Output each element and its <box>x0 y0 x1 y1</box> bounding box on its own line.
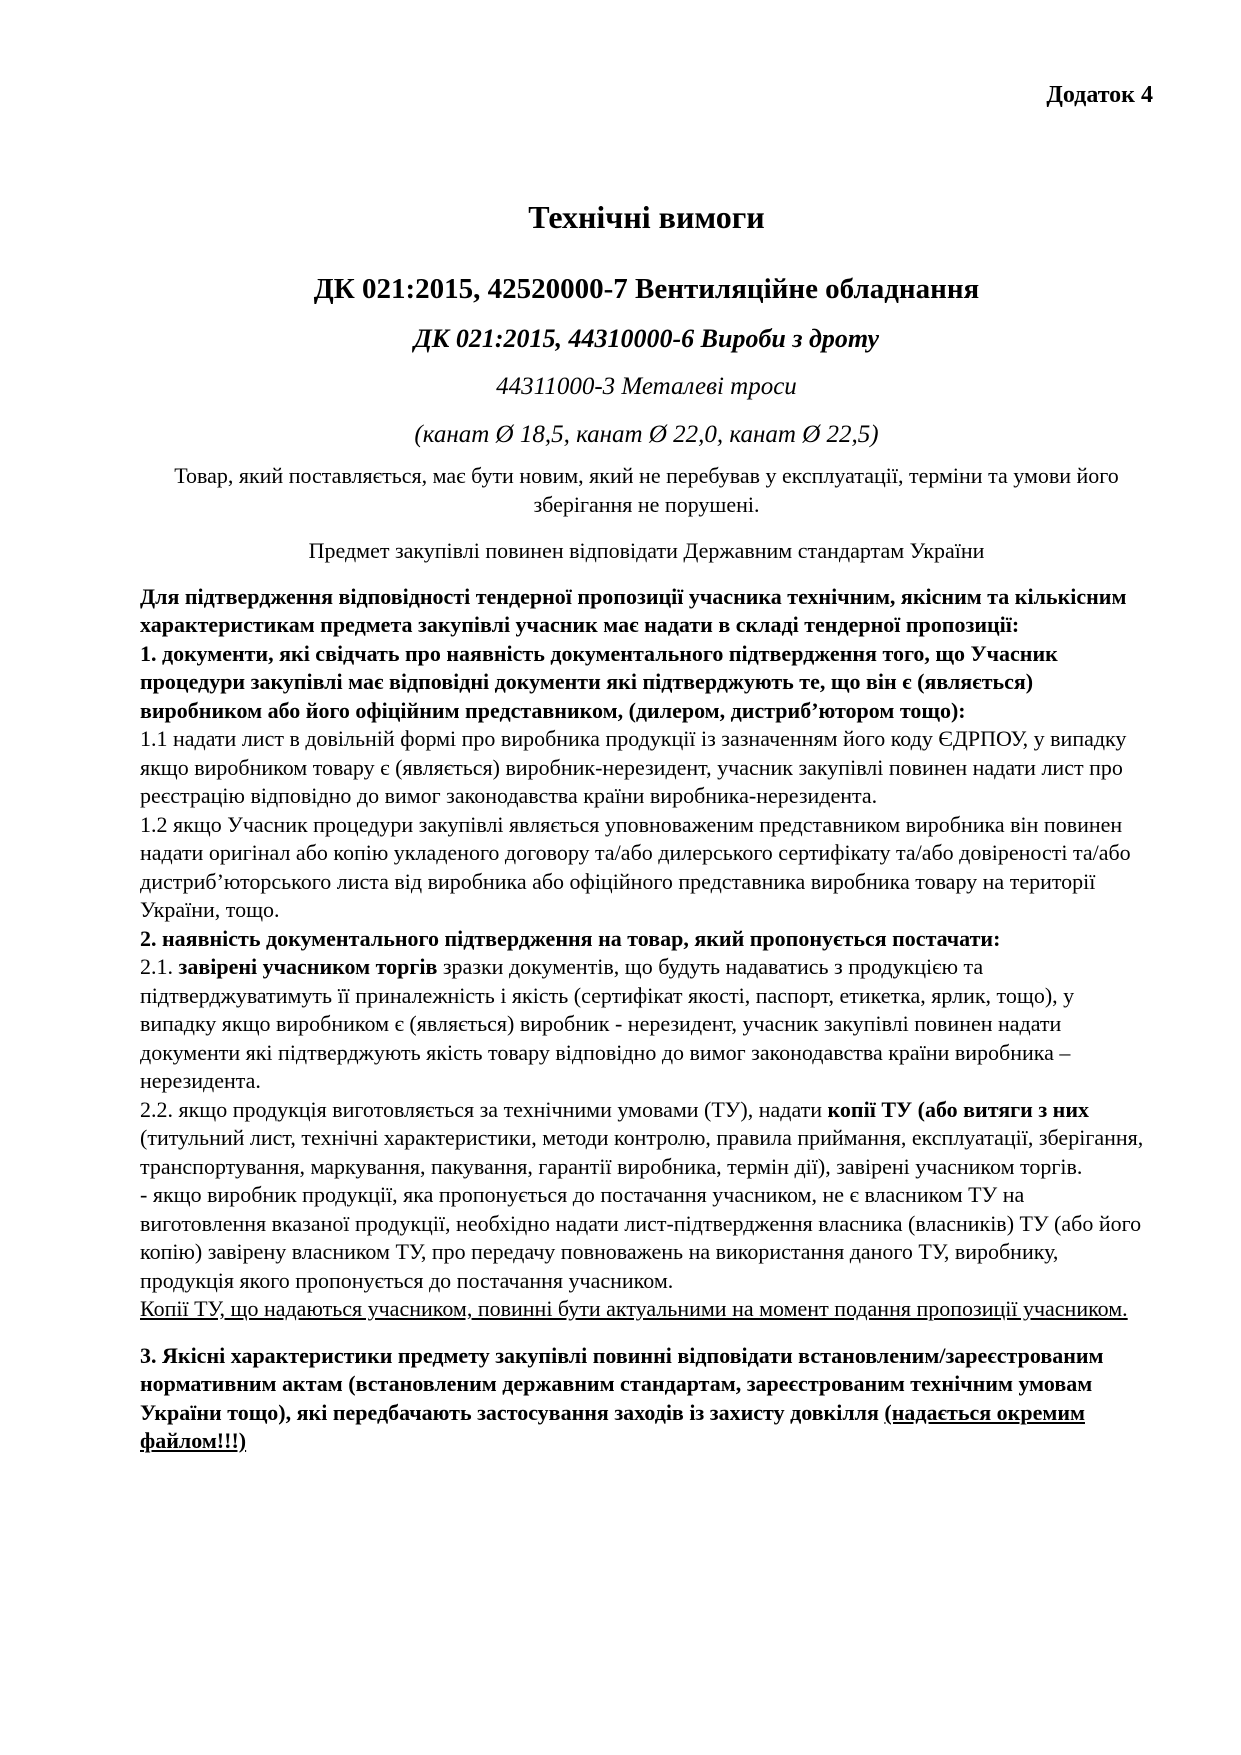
item-2-2 <box>140 1096 1153 1182</box>
item-2-1 <box>140 953 1153 1096</box>
annex-label: Додаток 4 <box>1046 82 1153 108</box>
item-3-bold-run: 3. Якісні характеристики предмету закупівлі повинні відповідати встановленим/зареєстрованим нормативним актам (встановленим державним стандартам, зареєстрованим технічним умовам України тощо), які передбачають застосування заходів із захисту довкілля <box>140 1342 1104 1425</box>
item-2-1-rest: зразки документів, що будуть надаватись з продукцією та підтверджуватимуть її приналежність і якість (сертифікат якості, паспорт, етикетка, ярлик, тощо), у випадку якщо виробником є (являється) виробник - нерезидент, учасник закупівлі повинен надати документи які підтверджують якість товару відповідно до вимог законодавства країни виробника – нерезидента. <box>140 954 1075 1093</box>
item-1-heading: 1. документи, які свідчать про наявність документального підтвердження того, що Учасник процедури закупівлі має відповідні документи які підтверджують те, що він є (являється) виробником або його офіційним представником, (дилером, дистриб’ютором тощо): <box>140 640 1058 723</box>
classification-line-1: ДК 021:2015, 42520000-7 Вентиляційне обладнання <box>313 273 980 305</box>
item-2-2-rest: (титульний лист, технічні характеристики, методи контролю, правила приймання, експлуатації, зберігання, транспортування, маркування, пакування, гарантії виробника, термін дії), завірені учасником торгів. <box>140 1125 1144 1179</box>
classification-line-4: (канат Ø 18,5, канат Ø 22,0, канат Ø 22,5) <box>414 421 879 448</box>
classification-line-3: 44311000-3 Металеві троси <box>496 373 797 400</box>
classification-line-2: ДК 021:2015, 44310000-6 Вироби з дроту <box>413 324 880 353</box>
item-1-2: 1.2 якщо Учасник процедури закупівлі являється уповноваженим представником виробника він повинен надати оригінал або копію укладеного договору та/або дилерського сертифікату та/або довіреності та/або дистриб’юторського листа від виробника або офіційного представника виробника товару на території України, тощо. <box>140 811 1131 922</box>
intro-standards: Предмет закупівлі повинен відповідати Державним стандартам України <box>308 538 985 563</box>
item-3 <box>140 1342 1153 1456</box>
item-3-underlined-run: (надається окремим файлом!!!) <box>140 1399 1085 1453</box>
item-2-underlined-note: Копії ТУ, що надаються учасником, повинні бути актуальними на момент подання пропозиції учасником. <box>140 1296 1128 1321</box>
intro-condition: Товар, який поставляється, має бути новим, який не перебував у експлуатації, терміни та умови його зберігання не порушені. <box>174 463 1119 517</box>
item-2-dash-note: - якщо виробник продукції, яка пропонується до постачання учасником, не є власником ТУ на виготовлення вказаної продукції, необхідно надати лист-підтвердження власника (власників) ТУ (або його копію) завірену власником ТУ, про передачу повноважень на використання даного ТУ, виробнику, продукція якого пропонується до постачання учасником. <box>140 1182 1142 1293</box>
item-2-1-prefix: 2.1. <box>140 954 179 979</box>
item-2-heading: 2. наявність документального підтвердження на товар, який пропонується постачати: <box>140 925 1001 951</box>
item-1-1: 1.1 надати лист в довільній формі про виробника продукції із зазначенням його коду ЄДРПОУ, у випадку якщо виробником товару є (являється) виробник-нерезидент, учасник закупівлі повинен надати лист про реєстрацію відповідно до вимог законодавства країни виробника-нерезидента. <box>140 726 1127 808</box>
item-2-2-bold-run: копії ТУ (або витяги з них <box>827 1096 1090 1122</box>
requirements-preamble: Для підтвердження відповідності тендерної пропозиції учасника технічним, якісним та кількісним характеристикам предмета закупівлі учасник має надати в складі тендерної пропозиції: <box>140 583 1127 637</box>
requirements-section <box>140 583 1153 1456</box>
page-title: Технічні вимоги <box>528 199 765 235</box>
item-2-1-bold-run: завірені учасником торгів <box>178 954 438 979</box>
item-2-2-prefix: 2.2. якщо продукція виготовляється за технічними умовами (ТУ), надати <box>140 1096 828 1122</box>
